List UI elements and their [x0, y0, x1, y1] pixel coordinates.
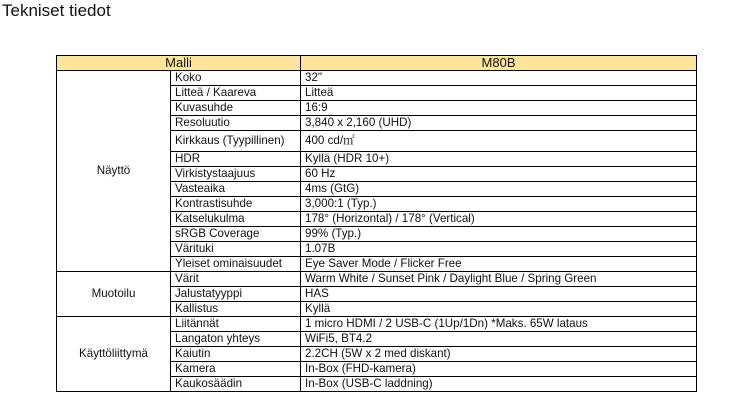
spec-value: 400 cd/㎡ — [301, 131, 697, 152]
spec-label: Katselukulma — [171, 212, 301, 227]
header-row — [57, 56, 697, 71]
spec-table — [56, 55, 697, 392]
spec-label: Jalustatyyppi — [171, 287, 301, 302]
table-row — [57, 317, 697, 332]
spec-value: 2.2CH (5W x 2 med diskant) — [301, 347, 697, 362]
spec-value: Warm White / Sunset Pink / Daylight Blue / Spring Green — [301, 272, 697, 287]
spec-label: Langaton yhteys — [171, 332, 301, 347]
table-row — [57, 272, 697, 287]
spec-value: In-Box (FHD-kamera) — [301, 362, 697, 377]
spec-label: Kamera — [171, 362, 301, 377]
table-row — [57, 71, 697, 86]
spec-value: Kyllä (HDR 10+) — [301, 152, 697, 167]
spec-value: 99% (Typ.) — [301, 227, 697, 242]
group-label-display: Näyttö — [57, 71, 171, 272]
spec-label: Litteä / Kaareva — [171, 86, 301, 101]
spec-value: In-Box (USB-C laddning) — [301, 377, 697, 392]
spec-label: Värit — [171, 272, 301, 287]
spec-label: sRGB Coverage — [171, 227, 301, 242]
spec-label: Kaukosäädin — [171, 377, 301, 392]
spec-value: 4ms (GtG) — [301, 182, 697, 197]
spec-value: Eye Saver Mode / Flicker Free — [301, 257, 697, 272]
spec-value: 32" — [301, 71, 697, 86]
spec-label: Kontrastisuhde — [171, 197, 301, 212]
spec-label: Yleiset ominaisuudet — [171, 257, 301, 272]
group-label-interface: Käyttöliittymä — [57, 317, 171, 392]
spec-label: HDR — [171, 152, 301, 167]
header-model-label: Malli — [57, 56, 301, 71]
spec-label: Vasteaika — [171, 182, 301, 197]
spec-value: 178° (Horizontal) / 178° (Vertical) — [301, 212, 697, 227]
spec-value: Kyllä — [301, 302, 697, 317]
spec-label: Kuvasuhde — [171, 101, 301, 116]
header-model-name: M80B — [301, 56, 697, 71]
spec-label: Virkistystaajuus — [171, 167, 301, 182]
spec-label: Koko — [171, 71, 301, 86]
group-label-design: Muotoilu — [57, 272, 171, 317]
spec-label: Kaiutin — [171, 347, 301, 362]
spec-label: Resoluutio — [171, 116, 301, 131]
spec-label: Kirkkaus (Tyypillinen) — [171, 131, 301, 152]
page-title: Tekniset tiedot — [2, 1, 111, 20]
spec-label: Värituki — [171, 242, 301, 257]
spec-value: HAS — [301, 287, 697, 302]
spec-value: 1.07B — [301, 242, 697, 257]
spec-value: 3,840 x 2,160 (UHD) — [301, 116, 697, 131]
spec-value: 1 micro HDMI / 2 USB-C (1Up/1Dn) *Maks. 65W lataus — [301, 317, 697, 332]
spec-label: Liitännät — [171, 317, 301, 332]
spec-label: Kallistus — [171, 302, 301, 317]
spec-value: 3,000:1 (Typ.) — [301, 197, 697, 212]
spec-value: 16:9 — [301, 101, 697, 116]
spec-value: 60 Hz — [301, 167, 697, 182]
spec-value: WiFi5, BT4.2 — [301, 332, 697, 347]
spec-value: Litteä — [301, 86, 697, 101]
